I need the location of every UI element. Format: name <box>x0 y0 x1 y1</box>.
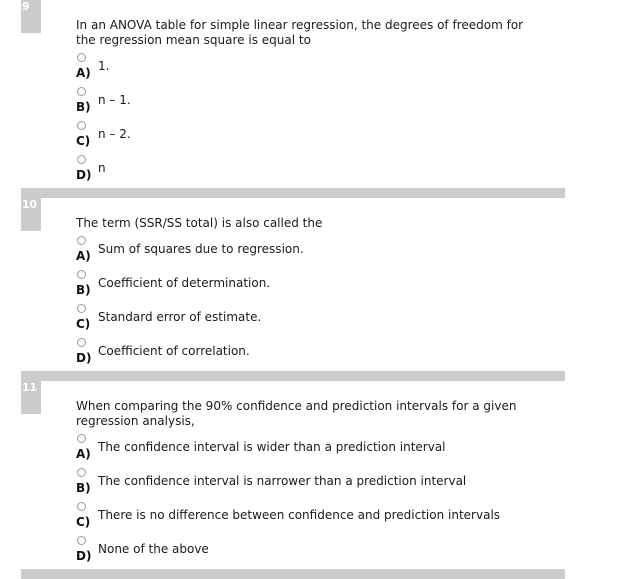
question-body <box>76 198 625 371</box>
radio-button-icon[interactable] <box>77 502 86 511</box>
option-text[interactable]: The confidence interval is narrower than a prediction interval <box>98 474 467 488</box>
option-text[interactable]: Coefficient of correlation. <box>98 344 250 358</box>
option-letter: A) <box>76 249 91 263</box>
radio-button-icon[interactable] <box>77 338 86 347</box>
option-text[interactable]: Sum of squares due to regression. <box>98 242 304 256</box>
question-number-badge: 11 <box>21 381 41 414</box>
option-text[interactable]: Standard error of estimate. <box>98 310 262 324</box>
option-text[interactable]: The confidence interval is wider than a prediction interval <box>98 440 446 454</box>
option-letter: C) <box>76 317 91 331</box>
option-row[interactable] <box>76 86 605 120</box>
question-number-badge: 10 <box>21 198 41 231</box>
radio-button-icon[interactable] <box>77 434 86 443</box>
option-row[interactable] <box>76 467 605 501</box>
option-text[interactable]: There is no difference between confidence and prediction intervals <box>98 508 501 522</box>
option-text[interactable]: 1. <box>98 59 110 73</box>
question-block <box>0 0 625 188</box>
option-text[interactable]: n – 2. <box>98 127 131 141</box>
radio-button-icon[interactable] <box>77 468 86 477</box>
option-row[interactable] <box>76 235 605 269</box>
option-row[interactable] <box>76 269 605 303</box>
radio-button-icon[interactable] <box>77 270 86 279</box>
option-text[interactable]: n – 1. <box>98 93 131 107</box>
option-row[interactable] <box>76 433 605 467</box>
radio-button-icon[interactable] <box>77 53 86 62</box>
option-letter: D) <box>76 549 92 563</box>
option-letter: A) <box>76 447 91 461</box>
question-stem: In an ANOVA table for simple linear regression, the degrees of freedom for the regression mean square is equal to <box>76 18 524 47</box>
option-letter: C) <box>76 134 91 148</box>
option-text[interactable]: n <box>98 161 106 175</box>
option-list <box>76 433 605 569</box>
option-list <box>76 235 605 371</box>
question-body <box>76 0 625 188</box>
question-block <box>0 381 625 569</box>
option-letter: B) <box>76 283 91 297</box>
radio-button-icon[interactable] <box>77 236 86 245</box>
option-letter: C) <box>76 515 91 529</box>
option-list <box>76 52 605 188</box>
option-row[interactable] <box>76 52 605 86</box>
radio-button-icon[interactable] <box>77 155 86 164</box>
radio-button-icon[interactable] <box>77 87 86 96</box>
separator-bar <box>21 371 565 381</box>
option-letter: D) <box>76 168 92 182</box>
question-block <box>0 198 625 371</box>
option-row[interactable] <box>76 303 605 337</box>
option-text[interactable]: Coefficient of determination. <box>98 276 271 290</box>
option-row[interactable] <box>76 501 605 535</box>
option-row[interactable] <box>76 337 605 371</box>
option-letter: D) <box>76 351 92 365</box>
question-stem: The term (SSR/SS total) is also called the <box>76 216 323 230</box>
separator-bar <box>21 188 565 198</box>
question-separator <box>0 188 625 198</box>
question-stem: When comparing the 90% confidence and prediction intervals for a given regression analysis, <box>76 399 517 428</box>
radio-button-icon[interactable] <box>77 536 86 545</box>
question-body <box>76 381 625 569</box>
radio-button-icon[interactable] <box>77 304 86 313</box>
option-row[interactable] <box>76 154 605 188</box>
radio-button-icon[interactable] <box>77 121 86 130</box>
option-letter: A) <box>76 66 91 80</box>
option-letter: B) <box>76 100 91 114</box>
option-text[interactable]: None of the above <box>98 542 209 556</box>
question-separator <box>0 371 625 381</box>
option-row[interactable] <box>76 120 605 154</box>
option-letter: B) <box>76 481 91 495</box>
option-row[interactable] <box>76 535 605 569</box>
question-number-badge: 9 <box>21 0 41 33</box>
